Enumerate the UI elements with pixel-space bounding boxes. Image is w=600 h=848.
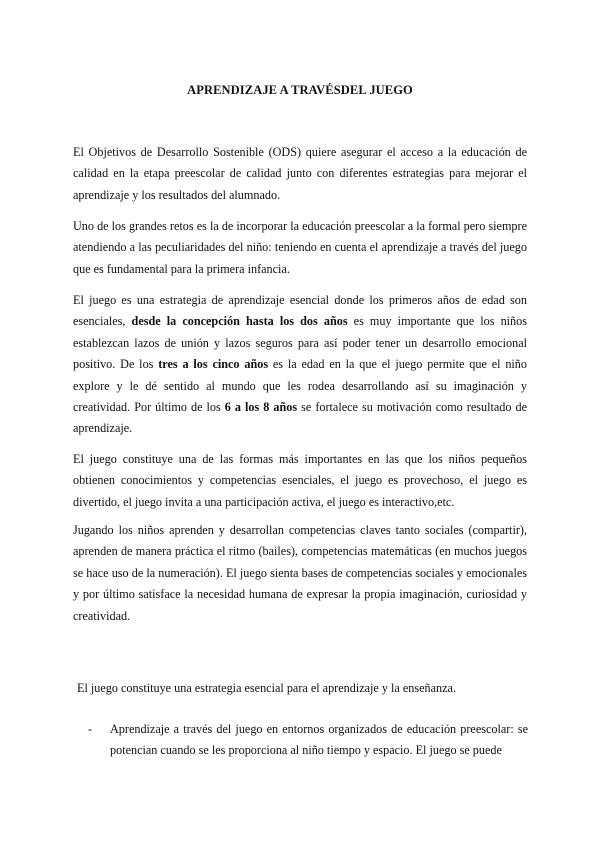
paragraph-formas: El juego constituye una de las formas más importantes en las que los niños pequeños obtienen conocimientos y competencias esenciales, el juego es provechoso, el juego es divertido, el juego invita a una participación activa, el juego es interactivo,etc. bbox=[73, 452, 527, 509]
bullet-list bbox=[88, 719, 528, 762]
bold-phrase: 6 a los 8 años bbox=[224, 400, 298, 415]
bold-phrase: desde la concepción hasta los dos años bbox=[131, 314, 348, 329]
paragraph-competencias: Jugando los niños aprenden y desarrollan competencias claves tanto sociales (compartir), aprenden de manera práctica el ritmo (bailes), competencias matemáticas (en muchos juegos se hace uso de la numeración). El juego sienta bases de competencias sociales y emocionales y por último satisface la necesidad humana de expresar la propia imaginación, curiosidad y creatividad. bbox=[73, 523, 527, 623]
paragraph-estrategia bbox=[73, 290, 527, 440]
paragraph-text: es muy importante que los niños establezcan lazos de unión y lazos seguros para así poder tener un desarrollo emocional positivo. De los bbox=[73, 314, 527, 372]
paragraph-estrategia-esencial: El juego constituye una estrategia esencial para el aprendizaje y la enseñanza. bbox=[77, 681, 456, 695]
page-title: APRENDIZAJE A TRAVÉSDEL JUEGO bbox=[187, 83, 413, 97]
list-item-text: Aprendizaje a través del juego en entornos organizados de educación preescolar: se potencian cuando se les proporciona al niño tiempo y espacio. El juego se puede bbox=[110, 722, 528, 758]
list-bullet: - bbox=[88, 722, 93, 736]
paragraph-text: El juego es una estrategia de aprendizaje esencial donde los primeros años de edad son esenciales, bbox=[73, 293, 527, 329]
paragraph-ods: El Objetivos de Desarrollo Sostenible (ODS) quiere asegurar el acceso a la educación de calidad en la etapa preescolar de calidad junto con diferentes estrategias para mejorar el aprendizaje y los resultados del alumnado. bbox=[73, 145, 527, 202]
list-item bbox=[88, 719, 528, 762]
bold-phrase: tres a los cinco años bbox=[158, 357, 269, 372]
paragraph-text: se fortalece su motivación como resultado de aprendizaje. bbox=[73, 400, 527, 436]
paragraph-text: es la edad en la que el juego permite que el niño explore y le dé sentido al mundo que les rodea desarrollando así su imaginación y creatividad. Por último de los bbox=[73, 357, 527, 415]
paragraph-retos: Uno de los grandes retos es la de incorporar la educación preescolar a la formal pero siempre atendiendo a las peculiaridades del niño: teniendo en cuenta el aprendizaje a través del juego que es fundamental para la primera infancia. bbox=[73, 219, 527, 276]
